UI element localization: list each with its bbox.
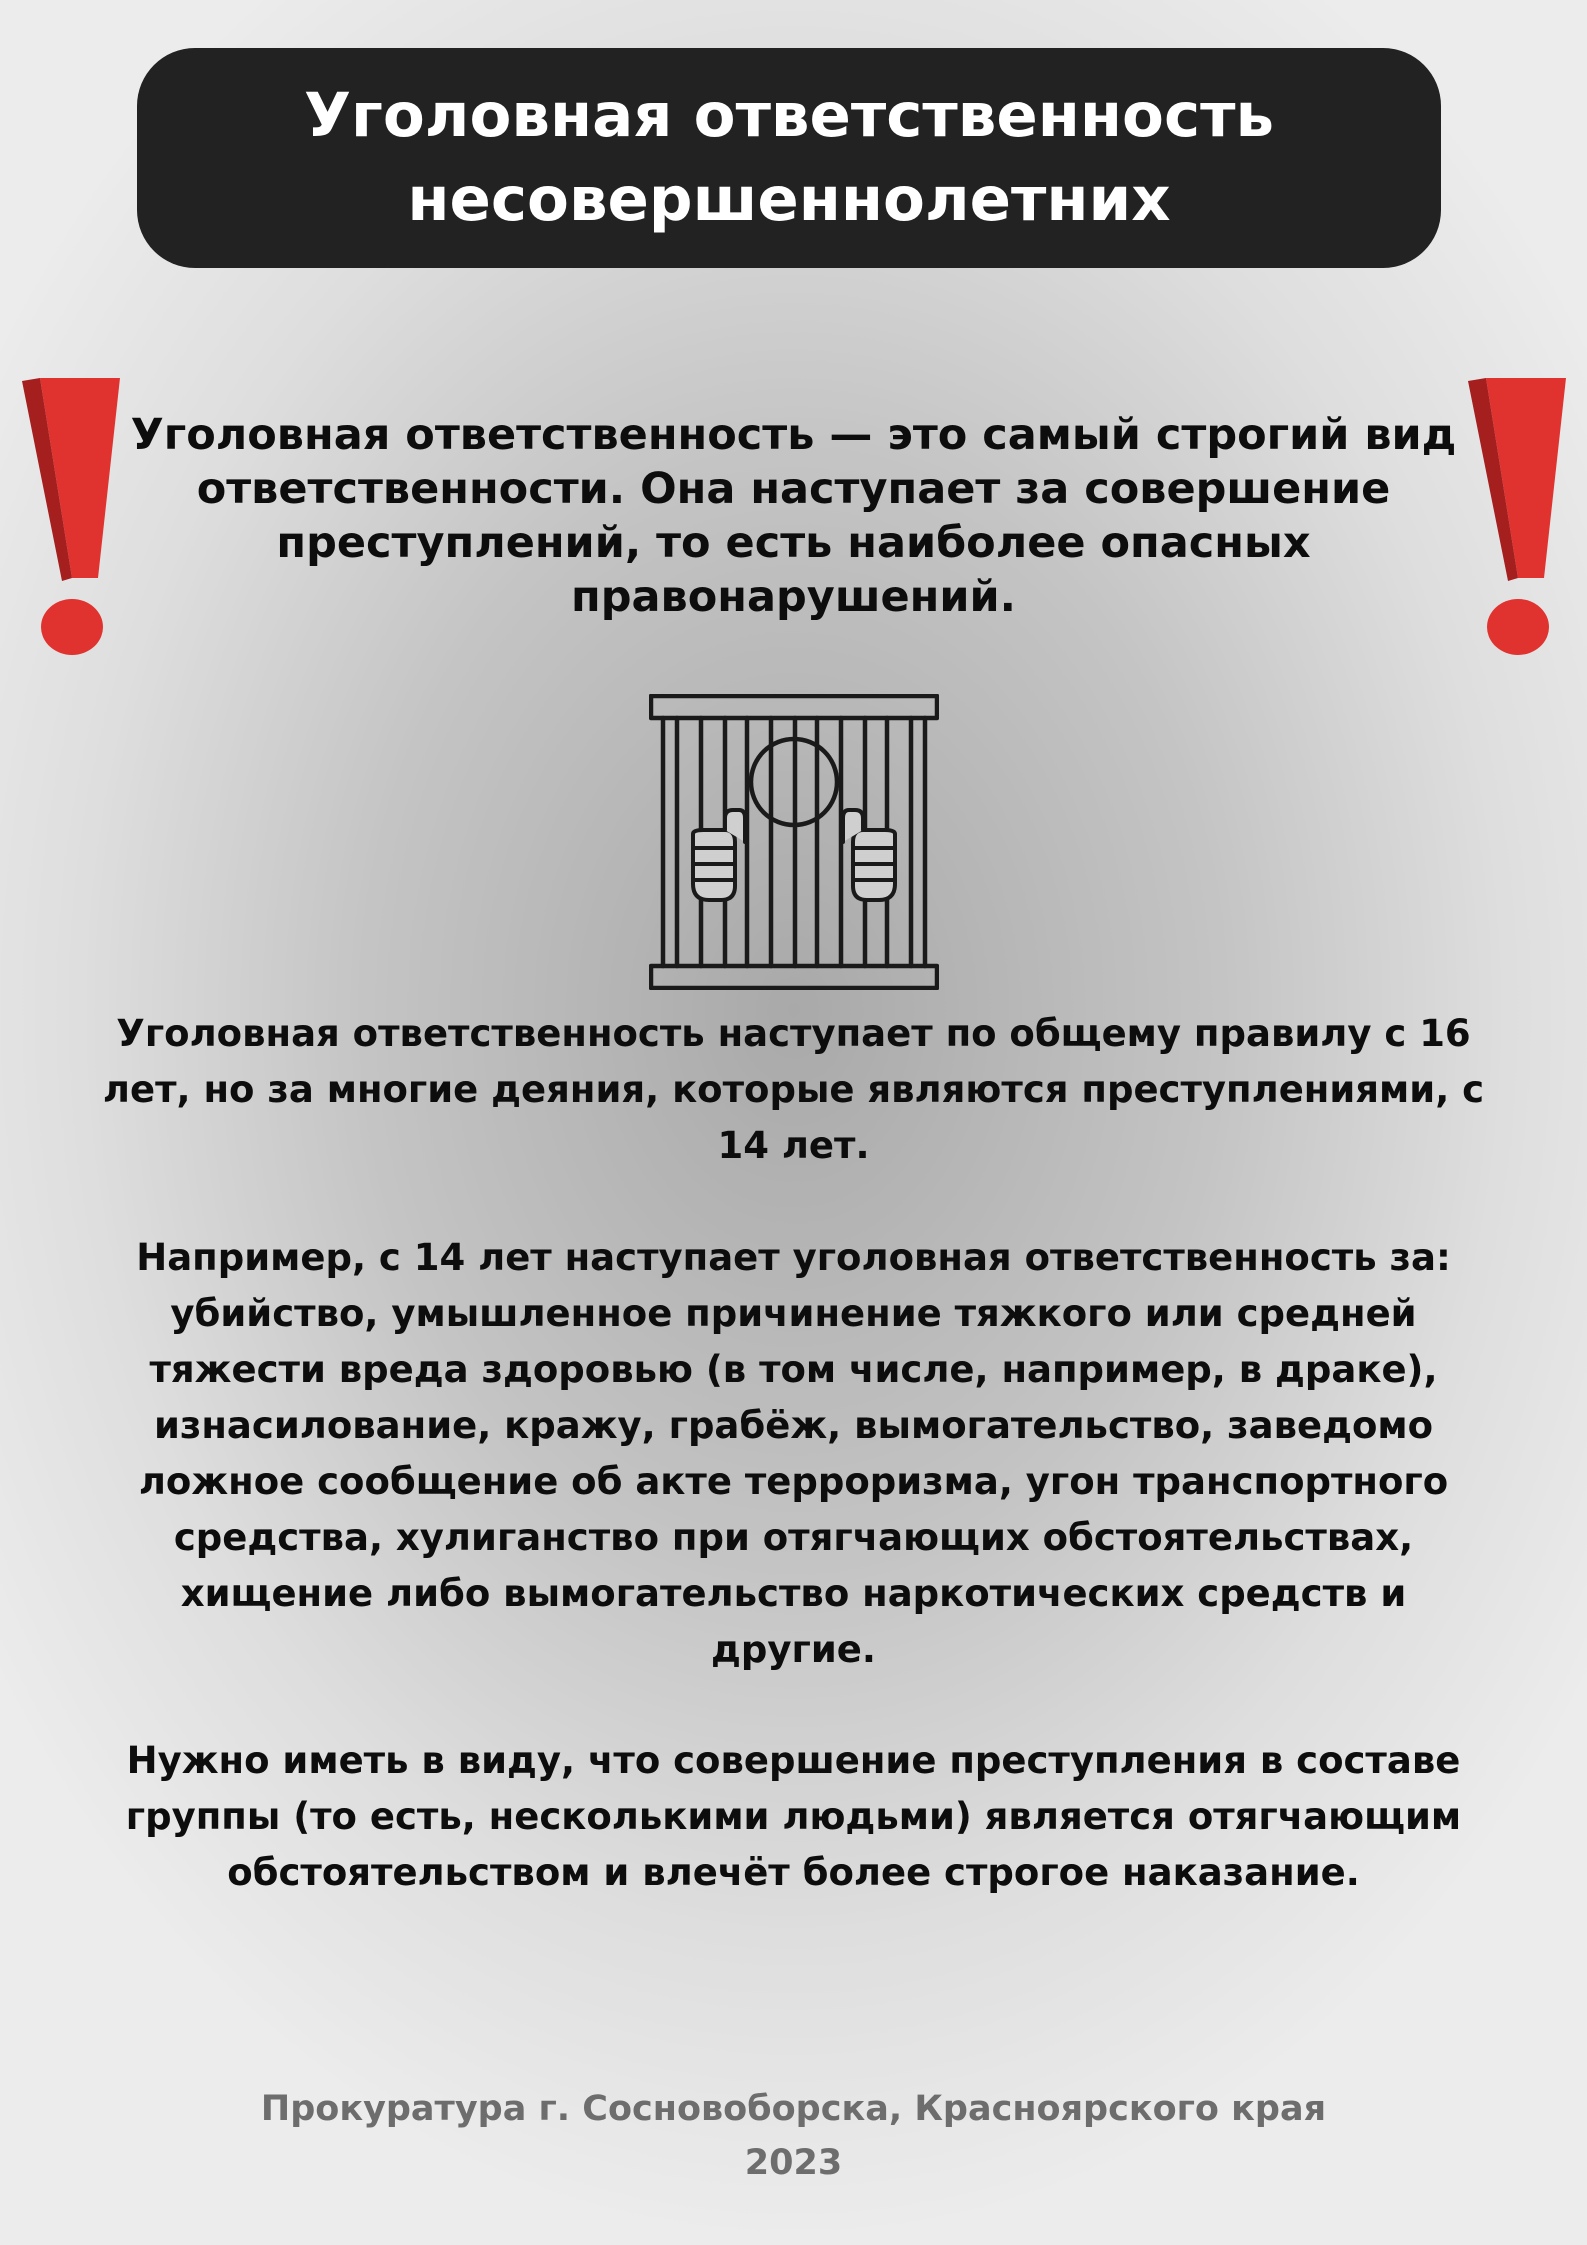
exclamation-mark-icon xyxy=(22,378,122,658)
prison-bars-icon xyxy=(649,694,939,990)
title-line-1: Уголовная ответственность xyxy=(303,80,1275,151)
footer-year: 2023 xyxy=(744,2143,843,2183)
footer-organization: Прокуратура г. Сосновоборска, Красноярского края xyxy=(260,2089,1327,2129)
title-line-2: несовершеннолетних xyxy=(407,164,1171,235)
title-banner xyxy=(137,48,1441,268)
exclamation-mark-icon xyxy=(1468,378,1568,658)
intro-text: Уголовная ответственность — это самый строгий вид ответственности. Она наступает за совершение преступлений, то есть наиболее опасных правонарушений. xyxy=(130,410,1457,622)
age-rule-paragraph: Уголовная ответственность наступает по общему правилу с 16 лет, но за многие деяния, которые являются преступлениями, с 14 лет. xyxy=(102,1012,1485,1167)
page-title xyxy=(304,74,1274,242)
crimes-list-paragraph: Например, с 14 лет наступает уголовная ответственность за: убийство, умышленное причинение тяжкого или средней тяжести вреда здоровью (в том числе, например, в драке), изнасилование, кражу, грабёж, вымогательство, заведомо ложное сообщение об акте терроризма, угон транспортного средства, хулиганство при отягчающих обстоятельствах, хищение либо вымогательство наркотических средств и другие. xyxy=(136,1236,1451,1671)
group-crime-paragraph: Нужно иметь в виду, что совершение преступления в составе группы (то есть, несколькими людьми) является отягчающим обстоятельством и влечёт более строгое наказание. xyxy=(125,1739,1462,1894)
footer xyxy=(100,2082,1487,2190)
